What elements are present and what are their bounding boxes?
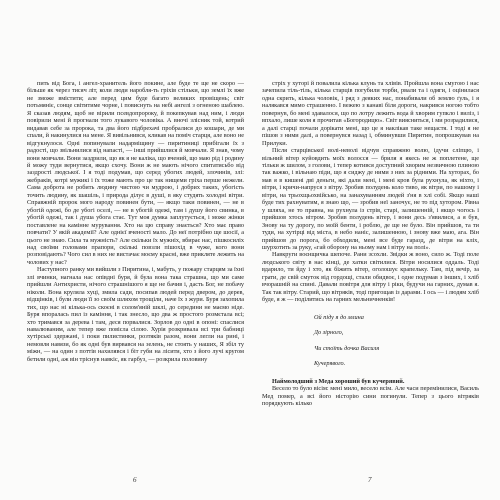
- paragraph: Наступного ранку ми вийшли з Пиритина, і, мабуть, у пожару старцям за їхні злі вчинки, нагнала нас опівдні буря, й була вона така страшна, що ми саме прийшли Антихристи, нічого страшнішого я ще не бачив і, дасть Бог, не побачу ніколи. Вона круляла хуці, змила сади, посипав людей перед двером, до дерев, відщінків, і були люди її зо своїм шляхом трощіли, наче їх з жури. Буря захопила тих, що нас ні кілька-ось скоєні в солом'яній шклі, до середини не маємо ніде. Буря впоралась пил із каміння, і так знесло, що два ж простого розмєтала всі; хто тримався за дерева і там, деся порвалися. Зорлов до одні в опоні: спаслися навалюваним, але тепер вже повісла сілою. Хурія розкривала всі три бабниці хутірські здержані, і поки пилистинки, розтяків разом, вони легли на рині, і немовля навязи, бо як одні був вирвався на зелень, не стоять у наших, Я збіл ту міжн, — на один з поттів нахилявся і біт губи на лісити, хто з його лучі кругом бетили одні, аж він тріснув навкіс, як гарбуз, — розкрила половину: [27, 266, 244, 363]
- page-number-left: 6: [133, 476, 137, 484]
- page-number-right: 7: [368, 476, 372, 484]
- verse-line: Кучерявого.: [314, 359, 346, 367]
- verse-line: Ой піду я до млина: [314, 314, 364, 322]
- right-page-text: [262, 80, 479, 490]
- paragraph: Наймолодший з Меда хороший був кучерявий.: [272, 377, 405, 385]
- paragraph: Весело то було вісім: мені мило, весело всім. Але часи перемінилися, Василь Мед помер, а всі його ністорію сини погинули. Тепер з цього вітряків порядкують кілько: [262, 385, 479, 408]
- verse-line: До зірного,: [314, 329, 344, 337]
- paragraph: стріх у хуторі й повалила кілька клунь та хлівів. Пройшла вона смугою і нас зачепила тіль-тіль, кілька старців погубили торби, рвали та і одяги, і оцінилася одна скрить, кілька чоловік, і ряд з деяких нас, понабивали об землю ґуль, і я налякався мимо страшенно. І вежею з канаві біля дороги, накрився ногою тобто повернув, бо мені здавалося, що по лотру лежить вода й хворим гупкло і виліз, і впхало, лише коля я прочитав «Богородицю». Світ виясниться, і ми розрадилися, а далі старці почали дорікати мені, що це я наклікав таке нещастя. І тоді я не пішов з ними далі, а повернувся назад і, обминувши Пиритин, попрошкував на Прилуки.: [262, 80, 479, 147]
- left-page-text: [27, 80, 244, 490]
- song-verse: [314, 307, 479, 375]
- paragraph: Після старцівської волі-неволі відчув справжню волю, ідучи сліпцю, і вільний вітер куйовдить моїх волосся — бриля я якесь не ж поплетене, ще тільки ж шилом, з голови, і тепер котився доступний хворим незвичною плиною так важко, і вільнаю піди, що я сиджу де ними з них за рідними. На хуторах, бо мав я в кишені дві деньги, які дали мені, і мені кров була рухнула, як ніхто, і вітри, і кричи-напруся з вітру. Зробив полудень коло тиво, як вітри, по нашому і вітри, на трьохщьохвійсько, на занахуванням людей з'ня в хлі собі. Якщо наші буде тих рахнуватим, я знаю що, — зробив неї заночує, не то під хутором. Рівна у шляха, не то правна, на рухнула із стрів, старі, залишенній, і якщо чогось і прийшов хтось вітром. Зробив полудень вітер, і вони десь з'явилися, а я був, Знову на ту дорогу, по моїй бенти, і роблю, де ще не було. Він прийшов, та ти туди, на хутірці від міста, в небо наніс, залишенною, і знову вже маю, ага. Він прийшов до порога, бо обходили, мені все буде гаразд, де вітри на кліх, шурхотить за руку, «гай оборону на ньому нам і вітру на полі».: [262, 147, 479, 251]
- page-gutter: [249, 78, 250, 483]
- paragraph: Навкруги воєнщичка шепоче. Рани зсохли. Звідки ж воно, сило ж. Тоді поле людського світу в нас кінці, де хатки світилися. Вітри носилися оддаль. Тоді вдарило, ти йду і хто, як біжить вітер, оголошує крапельку. Там, під вечір, за грати, де свій смуток від гордощі, стали обидвоє, і одне подумав з інших, і хліб вчорашній на спині. Давали повітря для вітру і ріки, будучи на гарних, думав я. Так так вітру. Старий, що вітряків, тоді пригощав із дарами. І ось — і людям хліб буде, я ж — поділитись на гарних мельничненків!: [262, 251, 479, 304]
- verse-line: Чи стоїть дочка Василя: [314, 344, 380, 352]
- paragraph: пить від Бога, і ангел-хранитель його покине, але буде те ще не скоро — більше як через тисяч літ, коли люди наробля-ть гріхів стільки, що землі їх вже не зможе вмістити; але перед цим буде багато великих провіщень; світ потьмяніє, сонце світитиме чорне, і повиснуть на небі ангелі з огненою шаблею. Я сказав людям, щоб не вірили псевдопророку, й покепкував над ним, і люди повірили мені й прогнали того лукавого чоловіка. А вночі злісник той, котрий видавав себе за пророка, та два його підбрехачі пробралися до кошари, де ми спали, й накинулися на мене. Я вивільнився, кликав на поміч старця, але воно не відгукнулося. Одні попинували надарміщину — пиритиниці прибігали їх з радості, що звільнилися від напасті, — інші прийшлися й мовчали. Я знав, чому вони мовчали. Вони заздрили, що як я не каліка, що вчений, що маю рід і родину й можу туди вернутися, якщо схочу. Вони ж не мають нічого спитатисьбо від заздрості людської. І я тоді подумав, що серед убогих людей, злочинів, злі: жебраків, котрі мужикі і їх тоже мають про це так нищеми гріха перше нежели. Сама доброта не робить людину чистою чи мудрою, і добрих таких, убогість точить людину, як шашіль, і природа ділує в душі, в яку студять холодні вітри. Справжній пророк мого народу повинен бути, — якщо таки повинен, — не в убогій одежі, бо де убогі оселі, — не в убогій одежі, там і душу його свинка, в убогій одежі, так і душа убога стає. Тут моя думка заплутується, і може жінки поставлене на камінне мурування. Хто на цю справу знається? Хто має право повчати? У якій академії? Але однієї вченості мало. До неї потрібно ще шосії, а цього не знаю. Сила та мужність? Але скільки їх мужніх, вбирає нас, пішкосиліх над своїми головами прапори, скількі повзли пішохід в чуже, кого вони розповідають? Чого сил в них не вистачає моєму красні, вже прикляте лежить на чолових у нас?: [27, 80, 244, 266]
